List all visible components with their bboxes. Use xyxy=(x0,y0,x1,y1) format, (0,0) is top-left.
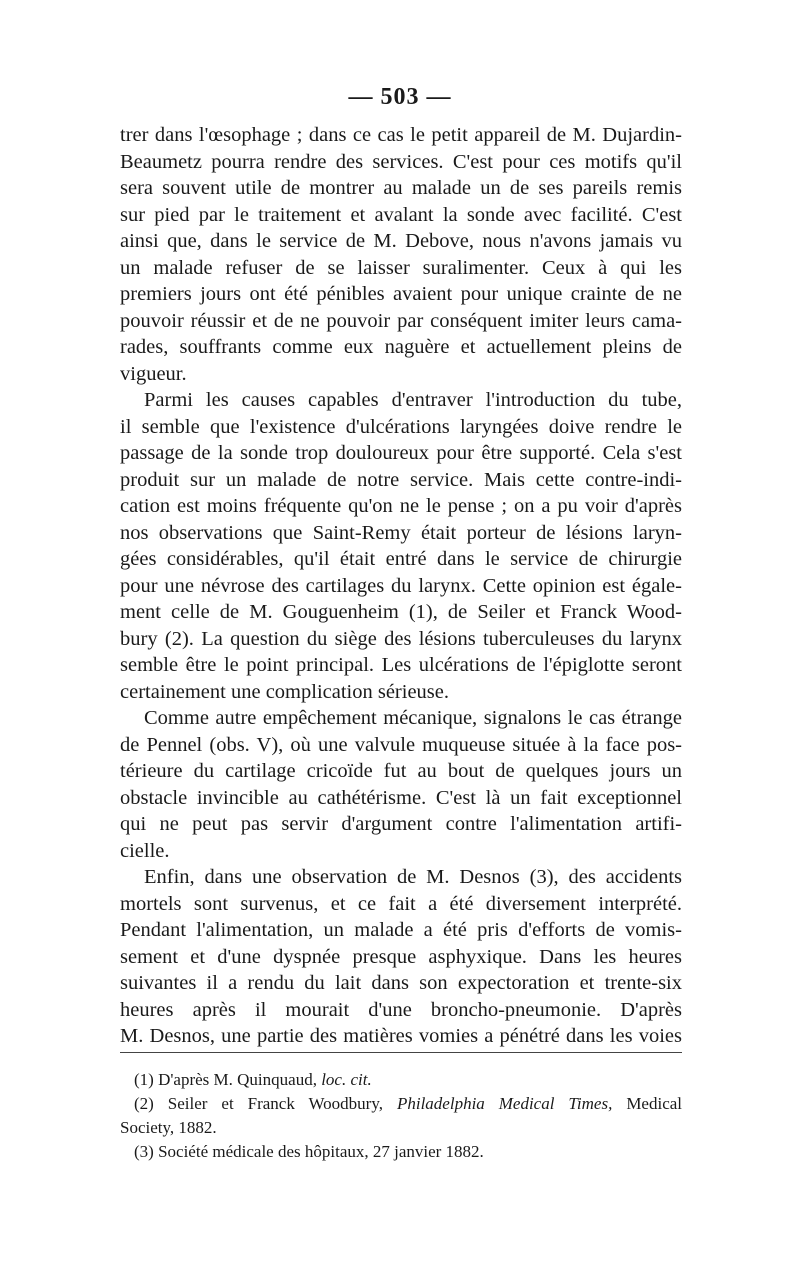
text-line: térieure du cartilage cricoïde fut au bout de quelques jours un xyxy=(120,760,682,782)
footnote-2-journal: Philadelphia Medical Times, xyxy=(396,1094,613,1113)
footnote-3: (3) Société médicale des hôpitaux, 27 janvier 1882. xyxy=(134,1142,484,1161)
text-line: sera souvent utile de montrer au malade un de ses pareils remis xyxy=(120,177,682,199)
text-line: Pendant l'alimentation, un malade a été pris d'efforts de vomis- xyxy=(120,919,682,941)
footnote-divider xyxy=(120,1052,682,1053)
footnote-2 xyxy=(120,1092,682,1116)
text-line: gées considérables, qu'il était entré dans le service de chirurgie xyxy=(120,548,682,570)
text-line: Beaumetz pourra rendre des services. C'est pour ces motifs qu'il xyxy=(120,150,682,173)
text-line: heures après il mourait d'une broncho-pneumonie. D'après xyxy=(120,998,682,1021)
text-line: cation est moins fréquente qu'on ne le pense ; on a pu voir d'après xyxy=(120,495,682,517)
text-line: obstacle invincible au cathétérisme. C'est là un fait exceptionnel xyxy=(120,786,682,809)
text-line: pour une névrose des cartilages du larynx. Cette opinion est égale- xyxy=(120,574,682,597)
text-line: cielle. xyxy=(120,839,170,862)
footnote-2-tail: Medical xyxy=(626,1094,682,1113)
text-line: bury (2). La question du siège des lésions tuberculeuses du larynx xyxy=(120,627,682,650)
footnotes xyxy=(120,1068,682,1164)
text-line: certainement une complication sérieuse. xyxy=(120,680,450,703)
text-line: premiers jours ont été pénibles avaient pour unique crainte de ne xyxy=(120,283,682,305)
text-line: M. Desnos, une partie des matières vomies a pénétré dans les voies xyxy=(120,1025,682,1047)
text-line: passage de la sonde trop douloureux pour être supporté. Cela s'est xyxy=(120,442,682,464)
text-line: ment celle de M. Gouguenheim (1), de Seiler et Franck Wood- xyxy=(120,601,682,623)
text-line: trer dans l'œsophage ; dans ce cas le petit appareil de M. Dujardin- xyxy=(120,124,682,146)
text-line: pouvoir réussir et de ne pouvoir par conséquent imiter leurs cama- xyxy=(120,309,682,332)
text-line: vigueur. xyxy=(120,362,187,385)
footnote-1-text: (1) D'après M. Quinquaud, xyxy=(134,1070,317,1089)
text-line: il semble que l'existence d'ulcérations laryngées doive rendre le xyxy=(120,415,682,438)
footnote-1 xyxy=(120,1068,682,1092)
footnote-2-cont: Society, 1882. xyxy=(120,1118,217,1137)
text-line: mortels sont survenus, et ce fait a été diversement interprété. xyxy=(120,892,682,915)
footnote-2-authors: (2) Seiler et Franck Woodbury, xyxy=(134,1094,383,1113)
text-line: Enfin, dans une observation de M. Desnos (3), des accidents xyxy=(144,866,682,888)
text-line: semble être le point principal. Les ulcérations de l'épiglotte seront xyxy=(120,654,682,676)
text-line: rades, souffrants comme eux naguère et actuellement pleins de xyxy=(120,336,682,358)
text-line: ainsi que, dans le service de M. Debove, nous n'avons jamais vu xyxy=(120,230,682,252)
page-number: — 503 — xyxy=(348,84,452,110)
text-line: nos observations que Saint-Remy était porteur de lésions laryn- xyxy=(120,521,682,544)
text-line: un malade refuser de se laisser suralimenter. Ceux à qui les xyxy=(120,256,682,279)
text-line: produit sur un malade de notre service. Mais cette contre-indi- xyxy=(120,468,682,491)
body-text xyxy=(120,122,682,1050)
text-line: sur pied par le traitement et avalant la sonde avec facilité. C'est xyxy=(120,203,682,226)
text-line: Comme autre empêchement mécanique, signalons le cas étrange xyxy=(144,707,682,729)
text-line: de Pennel (obs. V), où une valvule muqueuse située à la face pos- xyxy=(120,733,682,756)
footnote-1-ref: loc. cit. xyxy=(321,1070,372,1089)
text-line: Parmi les causes capables d'entraver l'introduction du tube, xyxy=(144,389,682,411)
text-line: qui ne peut pas servir d'argument contre l'alimentation artifi- xyxy=(120,813,682,835)
text-line: sement et d'une dyspnée presque asphyxique. Dans les heures xyxy=(120,945,682,968)
text-line: suivantes il a rendu du lait dans son expectoration et trente-six xyxy=(120,972,682,994)
